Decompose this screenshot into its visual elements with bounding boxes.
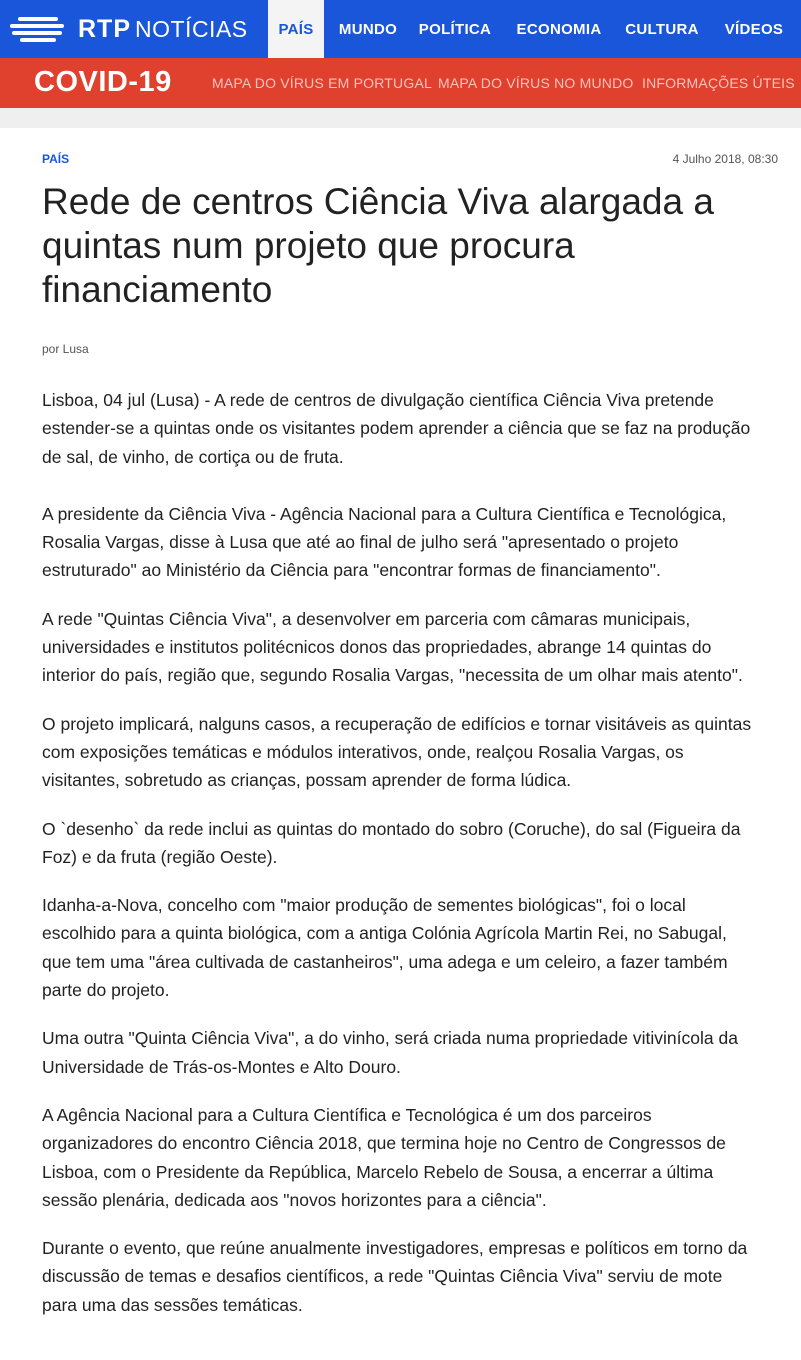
nav-item-economia[interactable]: ECONOMIA xyxy=(516,20,602,38)
nav-item-videos[interactable]: VÍDEOS xyxy=(724,20,784,38)
nav-item-mundo[interactable]: MUNDO xyxy=(338,20,398,38)
article-byline: por Lusa xyxy=(42,342,89,356)
covid-link-useful-info[interactable]: INFORMAÇÕES ÚTEIS xyxy=(642,75,795,91)
article-paragraph: Uma outra "Quinta Ciência Viva", a do vinho, será criada numa propriedade vitivinícola da Universidade de Trás-os-Montes e Alto Douro. xyxy=(42,1028,738,1077)
covid-banner xyxy=(0,58,801,108)
covid-title-link[interactable]: COVID-19 xyxy=(34,66,172,98)
top-navigation xyxy=(0,0,801,58)
main-menu xyxy=(268,0,792,58)
nav-item-pais[interactable]: PAÍS xyxy=(268,0,324,58)
article-paragraph: A presidente da Ciência Viva - Agência Nacional para a Cultura Científica e Tecnológica, Rosalia Vargas, disse à Lusa que até ao final de julho será "apresentado o projeto estruturado" ao Ministério da Ciência para "encontrar formas de financiamento". xyxy=(42,503,727,581)
article-section-link[interactable]: PAÍS xyxy=(42,152,70,166)
article-paragraph: A Agência Nacional para a Cultura Científica e Tecnológica é um dos parceiros organizadores do encontro Ciência 2018, que termina hoje no Centro de Congressos de Lisboa, com o Presidente da República, Marcelo Rebelo de Sousa, a encerrar a última sessão plenária, dedicada aos "novos horizontes para a ciência". xyxy=(42,1104,726,1210)
divider-strip xyxy=(0,108,801,128)
article-title: Rede de centros Ciência Viva alargada a quintas num projeto que procura financiamento xyxy=(42,181,714,310)
rtp-noticias-logo[interactable] xyxy=(0,0,248,58)
nav-item-politica[interactable]: POLÍTICA xyxy=(418,20,492,38)
rtp-logo-icon xyxy=(10,16,64,42)
brand-noticias: NOTÍCIAS xyxy=(135,15,248,42)
article-paragraph: O `desenho` da rede inclui as quintas do montado do sobro (Coruche), do sal (Figueira da Foz) e da fruta (região Oeste). xyxy=(42,818,741,867)
article-paragraph: Idanha-a-Nova, concelho com "maior produção de sementes biológicas", foi o local escolhido para a quinta biológica, com a antiga Colónia Agrícola Martin Rei, no Sabugal, que tem uma "área cultivada de castanheiros", uma adega e um celeiro, a fazer também parte do projeto. xyxy=(42,895,728,1001)
article-paragraph: Durante o evento, que reúne anualmente investigadores, empresas e políticos em torno da discussão de temas e desafios científicos, a rede "Quintas Ciência Viva" serviu de mote para uma das sessões temáticas. xyxy=(42,1238,748,1315)
article-paragraph: A rede "Quintas Ciência Viva", a desenvolver em parceria com câmaras municipais, universidades e institutos politécnicos donos das propriedades, abrange 14 quintas do interior do país, região que, segundo Rosalia Vargas, "necessita de um olhar mais atento". xyxy=(42,608,743,686)
article-paragraph: Lisboa, 04 jul (Lusa) - A rede de centros de divulgação científica Ciência Viva pretende estender-se a quintas onde os visitantes podem aprender a ciência que se faz na produção de sal, de vinho, de cortiça ou de fruta. xyxy=(42,390,751,467)
brand-rtp: RTP xyxy=(78,14,131,43)
covid-link-portugal-map[interactable]: MAPA DO VÍRUS EM PORTUGAL xyxy=(212,75,432,91)
nav-item-cultura[interactable]: CULTURA xyxy=(625,20,699,38)
article-paragraph: O projeto implicará, nalguns casos, a recuperação de edifícios e tornar visitáveis as quintas com exposições temáticas e módulos interativos, onde, realçou Rosalia Vargas, os visitantes, sobretudo as crianças, possam aprender de forma lúdica. xyxy=(42,713,752,791)
article-body xyxy=(42,386,758,1319)
article-date: 4 Julho 2018, 08:30 xyxy=(672,152,778,166)
covid-link-world-map[interactable]: MAPA DO VÍRUS NO MUNDO xyxy=(438,75,634,91)
